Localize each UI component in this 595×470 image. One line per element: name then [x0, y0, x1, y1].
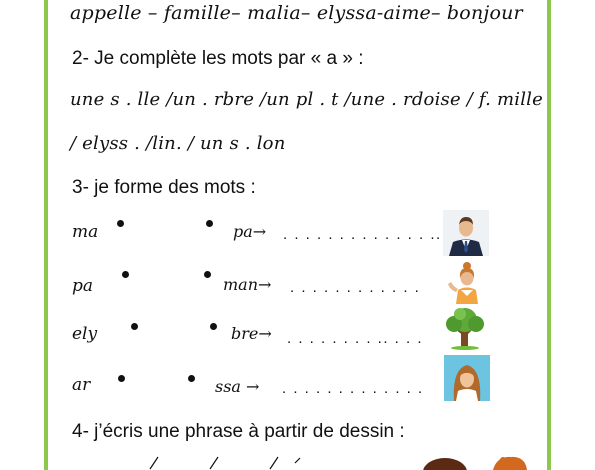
tree-icon: [442, 304, 488, 350]
left-dot[interactable]: [131, 323, 138, 330]
left-dot[interactable]: [118, 375, 125, 382]
right-syllable: pa→: [233, 222, 267, 241]
page-border-right: [547, 0, 551, 470]
answer-dots[interactable]: . . . . . . . . .. . . .: [287, 330, 424, 347]
left-dot[interactable]: [122, 271, 129, 278]
right-syllable: bre→: [231, 324, 272, 343]
section-3-title: 3- je forme des mots :: [72, 177, 256, 198]
section-2-line-2: / elyss . /lin. / un s . lon: [70, 133, 286, 154]
section-4-title: 4- j’écris une phrase à partir de dessin :: [72, 421, 405, 442]
left-syllable: ma: [72, 222, 99, 242]
left-syllable: pa: [72, 276, 94, 296]
right-dot[interactable]: [206, 220, 213, 227]
left-syllable: ely: [72, 324, 98, 344]
answer-line-strokes: [120, 455, 320, 470]
answer-dots[interactable]: . . . . . . . . . . . . .: [282, 380, 424, 397]
businessman-icon: [443, 210, 489, 256]
left-dot[interactable]: [117, 220, 124, 227]
answer-dots[interactable]: . . . . . . . . . . . .: [290, 279, 421, 296]
left-syllable: ar: [72, 375, 91, 395]
right-dot[interactable]: [188, 375, 195, 382]
section-2-title: 2- Je complète les mots par « a » :: [72, 48, 364, 69]
top-word-list: appelle – famille– malia– elyssa-aime– bonjour: [70, 2, 523, 24]
page-border-left: [44, 0, 48, 470]
children-drawing: [415, 452, 545, 470]
girl-portrait-icon: [444, 355, 490, 401]
woman-waving-icon: [444, 258, 490, 304]
right-dot[interactable]: [204, 271, 211, 278]
right-syllable: man→: [223, 275, 272, 294]
right-dot[interactable]: [210, 323, 217, 330]
section-2-line-1: une s . lle /un . rbre /un pl . t /une . rdoise / f. mille: [70, 89, 543, 110]
answer-dots[interactable]: . . . . . . . . . . . . . ..: [283, 226, 442, 243]
right-syllable: ssa →: [215, 377, 260, 396]
